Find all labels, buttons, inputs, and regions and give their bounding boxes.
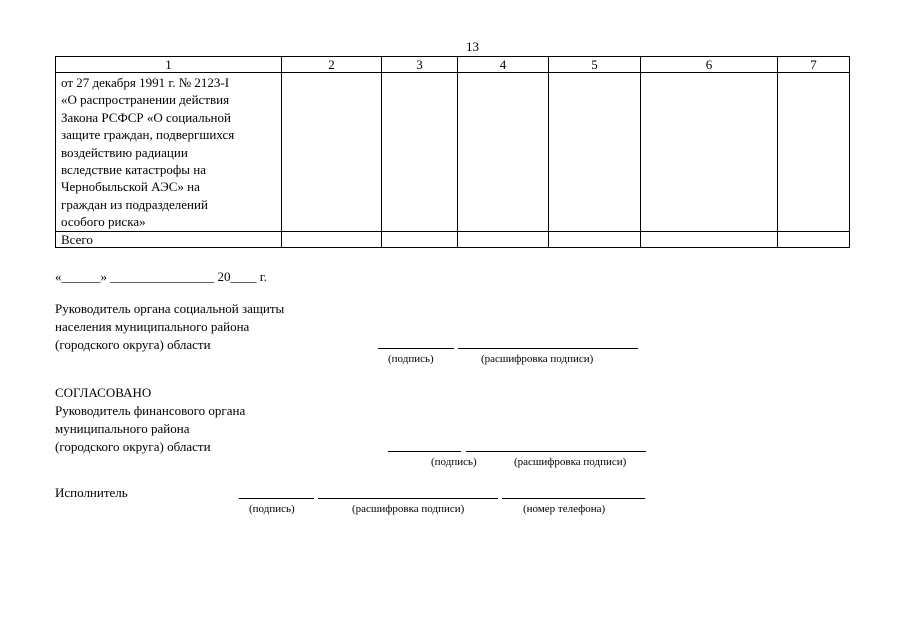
agreed-title: СОГЛАСОВАНО [55,385,152,400]
column-header: 3 [382,57,458,73]
head-social-line: (городского округа) области [55,337,211,352]
signature-caption: (подпись) [431,456,477,468]
phone-caption: (номер телефона) [523,503,606,515]
signature-line [239,498,314,499]
page-number: 13 [466,39,479,54]
date-line: «______» ________________ 20____ г. [55,269,267,284]
agreed-line: (городского округа) области [55,439,211,454]
decoding-line [318,498,498,499]
agreed-block [55,384,245,456]
signature-caption: (подпись) [249,503,295,515]
column-header: 5 [549,57,641,73]
decoding-caption: (расшифровка подписи) [481,353,594,365]
head-social-line: Руководитель органа социальной защиты [55,301,285,316]
total-label: Всего [56,231,282,247]
table-cell [282,73,382,232]
column-header: 6 [641,57,778,73]
table-cell [458,73,549,232]
row-description: от 27 декабря 1991 г. № 2123-I «О распространении действия Закона РСФСР «О социальной защите граждан, подвергшихся воздействию радиации вследствие катастрофы на Чернобыльской АЭС» на граждан из подразделений особого риска» [61,75,235,230]
column-header: 1 [56,57,282,73]
executor-label: Исполнитель [55,485,128,500]
head-social-block [55,300,284,354]
table-row [56,73,850,232]
decoding-caption: (расшифровка подписи) [352,503,465,515]
total-row [56,231,850,247]
report-table [55,56,850,248]
table-cell [382,73,458,232]
table-cell [778,73,850,232]
column-header: 4 [458,57,549,73]
table-cell [382,231,458,247]
phone-line [502,498,645,499]
agreed-line: Руководитель финансового органа [55,403,246,418]
signature-line [378,348,454,349]
table-cell [56,73,282,232]
head-social-line: населения муниципального района [55,319,250,334]
signature-line [388,451,461,452]
column-header: 2 [282,57,382,73]
table-cell [641,231,778,247]
signature-caption: (подпись) [388,353,434,365]
table-cell [641,73,778,232]
agreed-line: муниципального района [55,421,190,436]
decoding-caption: (расшифровка подписи) [514,456,627,468]
decoding-line [466,451,646,452]
table-cell [549,231,641,247]
table-cell [549,73,641,232]
column-header: 7 [778,57,850,73]
table-cell [458,231,549,247]
table-header-row [56,57,850,73]
decoding-line [458,348,638,349]
table-cell [282,231,382,247]
table-cell [778,231,850,247]
